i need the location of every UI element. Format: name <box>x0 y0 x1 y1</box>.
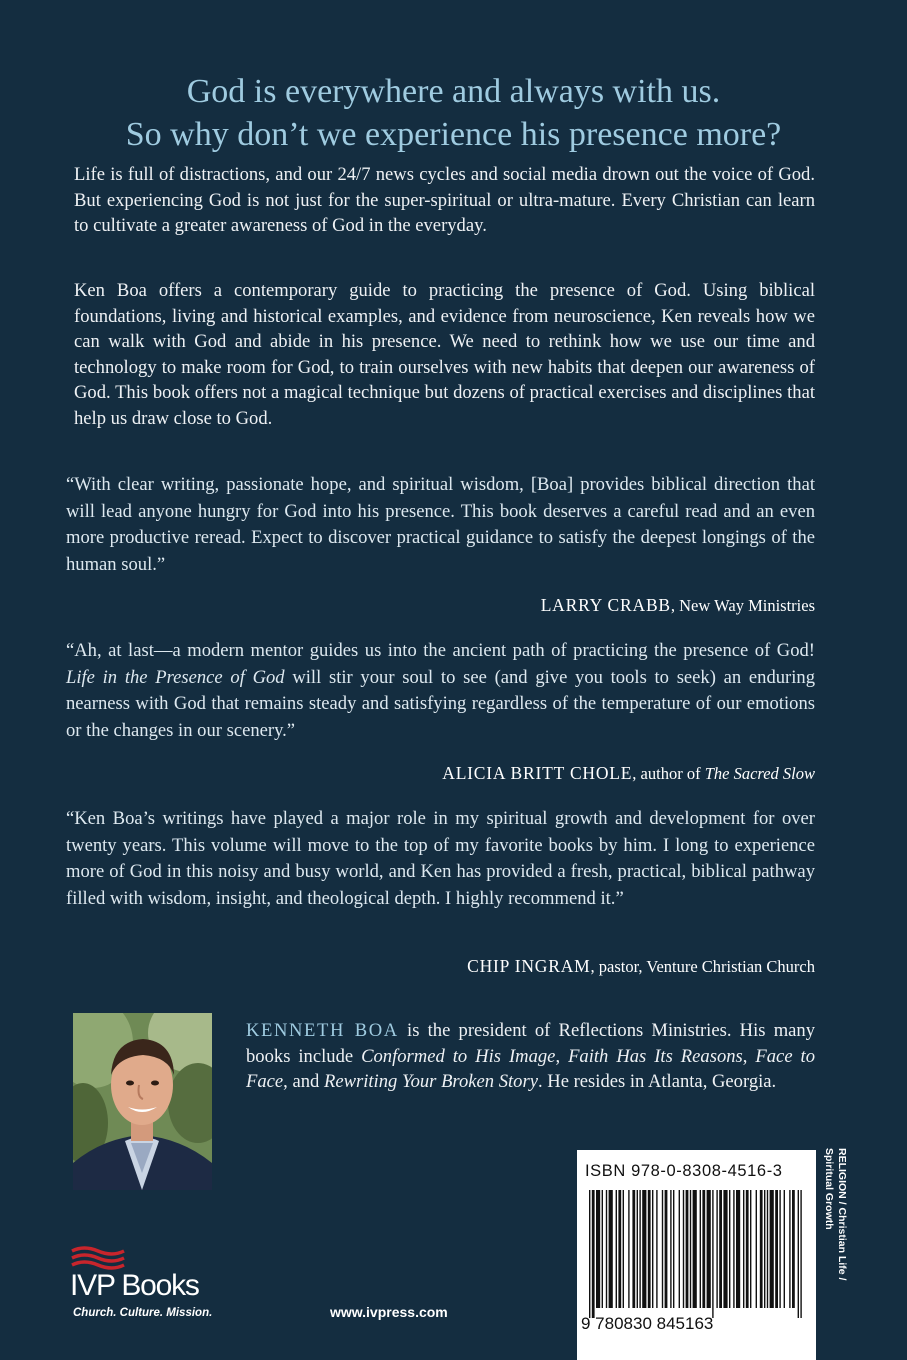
barcode-bar <box>616 1190 617 1308</box>
endorsement-1 <box>66 472 815 578</box>
barcode-bar <box>733 1190 734 1308</box>
description-paragraph-1: Life is full of distractions, and our 24/7 news cycles and social media drown out the voice of God. But experiencing God is not just for the super-spiritual or ultra-mature. Every Christian can learn to cultivate a greater awareness of God in the everyday. <box>74 164 815 237</box>
headline <box>60 70 847 156</box>
bio-book-3: Face to Face <box>246 1045 815 1093</box>
barcode-bar <box>683 1190 684 1308</box>
endorsement-1-text: “With clear writing, passionate hope, and spiritual wisdom, [Boa] provides biblical direction that will lead anyone hungry for God into his presence. This book deserves a careful read and an even more productive reread. Expect to discover practical guidance to satisfy the deepest longings of the human soul.” <box>66 474 815 575</box>
author-photo <box>73 1013 212 1190</box>
bio-text-3: , <box>742 1045 756 1067</box>
barcode-bar <box>779 1190 780 1308</box>
barcode-bar <box>800 1190 801 1318</box>
endorsement-2 <box>66 638 815 744</box>
endorsement-1-attribution <box>541 594 815 617</box>
endorsement-2-attribution <box>442 762 815 785</box>
barcode-bar <box>623 1190 624 1308</box>
bio-text-1: is the president of Reflections Ministries. His many books include <box>246 1020 816 1067</box>
bio-book-1: Conformed to His Image <box>361 1045 556 1067</box>
barcode-bar <box>770 1190 774 1308</box>
bio-text-5: . He resides in Atlanta, Georgia. <box>537 1071 777 1093</box>
barcode-box <box>577 1150 816 1360</box>
endorsement-3 <box>66 806 815 912</box>
barcode-bar <box>743 1190 744 1308</box>
barcode-bar <box>596 1190 600 1308</box>
barcode-bar <box>665 1190 668 1308</box>
publisher-tagline: Church. Culture. Mission. <box>73 1307 213 1319</box>
barcode-bar <box>679 1190 680 1308</box>
author-name: KENNETH BOA <box>246 1020 399 1041</box>
barcode-bar <box>712 1190 713 1318</box>
barcode-bar <box>764 1190 765 1308</box>
bio-book-2: Faith Has Its Reasons <box>568 1045 743 1067</box>
barcode-bar <box>789 1190 790 1308</box>
barcode-bar <box>690 1190 691 1308</box>
barcode-bar <box>686 1190 689 1308</box>
endorsement-3-affiliation: , pastor, Venture Christian Church <box>590 957 815 976</box>
barcode-bar <box>670 1190 671 1308</box>
barcode-bar <box>606 1190 607 1308</box>
barcode-bar <box>592 1190 595 1318</box>
barcode-bar <box>656 1190 657 1308</box>
barcode-bar <box>729 1190 730 1308</box>
bio-book-4: Rewriting Your Broken Story <box>323 1071 538 1093</box>
endorsement-2-text <box>66 638 815 744</box>
barcode-bar <box>775 1190 778 1308</box>
endorsement-2-text-a: “Ah, at last—a modern mentor guides us into the ancient path of practicing the presence of God! <box>66 640 815 661</box>
endorsement-2-affiliation: , author of <box>632 764 705 783</box>
publisher-logo <box>70 1245 230 1325</box>
category-line-2: Spiritual Growth <box>823 1148 835 1230</box>
barcode-bar <box>723 1190 727 1308</box>
publisher-name: IVP Books <box>70 1269 199 1302</box>
barcode-bar <box>784 1190 785 1308</box>
barcode-bar <box>693 1190 697 1308</box>
barcode-bar <box>750 1190 751 1308</box>
barcode-bar <box>628 1190 629 1308</box>
barcode-bar <box>798 1190 799 1318</box>
barcode-bar <box>639 1190 640 1308</box>
barcode-bar <box>736 1190 740 1308</box>
barcode-bar <box>792 1190 795 1308</box>
barcode-bar <box>602 1190 603 1308</box>
barcode-bar <box>702 1190 705 1308</box>
category-line-1: RELIGION / Christian Life / <box>836 1148 848 1281</box>
barcode-bar <box>767 1190 768 1308</box>
barcode-bar <box>673 1190 674 1308</box>
endorsement-3-text: “Ken Boa’s writings have played a major role in my spiritual growth and development for over twenty years. This volume will move to the top of my favorite books by him. I long to experience more of God in this noisy and busy world, and Ken has provided a fresh, practical, biblical pathway filled with wisdom, insight, and theological depth. I highly recommend it.” <box>66 808 815 909</box>
barcode-bar <box>637 1190 638 1308</box>
barcode-bar <box>700 1190 701 1308</box>
isbn-text: ISBN 978-0-8308-4516-3 <box>585 1162 783 1180</box>
endorsement-1-name: LARRY CRABB <box>540 595 671 615</box>
barcode-bar <box>746 1190 749 1308</box>
barcode-bars <box>589 1190 805 1318</box>
barcode-bar <box>719 1190 722 1308</box>
endorsement-2-book-title: Life in the Presence of God <box>66 666 285 688</box>
headline-line-2: So why don’t we experience his presence more? <box>125 116 782 153</box>
barcode-bar <box>609 1190 613 1308</box>
barcode-bar <box>756 1190 757 1308</box>
bio-text-2: , <box>555 1045 569 1067</box>
barcode-bar <box>707 1190 711 1308</box>
author-bio <box>246 1018 815 1095</box>
headline-line-1: God is everywhere and always with us. <box>186 73 721 110</box>
endorsement-2-text-b: will stir your soul to see (and give you tools to seek) an enduring nearness with God that remains steady and satisfying regardless of the temperature of our emotions or the changes in our scenery.” <box>66 666 815 741</box>
website-url: www.ivpress.com <box>330 1304 448 1320</box>
endorsement-3-attribution <box>467 955 815 978</box>
endorsement-2-affiliation-title: The Sacred Slow <box>704 764 815 783</box>
barcode-bar <box>642 1190 646 1308</box>
barcode-bar <box>648 1190 651 1308</box>
barcode-bar <box>716 1190 717 1308</box>
barcode-bar <box>760 1190 763 1308</box>
barcode-digits: 9 780830 845163 <box>581 1314 714 1333</box>
barcode-bar <box>618 1190 621 1308</box>
barcode-bar <box>662 1190 663 1308</box>
endorsement-3-name: CHIP INGRAM <box>467 956 591 976</box>
barcode-bar <box>632 1190 635 1308</box>
endorsement-1-affiliation: , New Way Ministries <box>670 596 815 615</box>
flag-icon <box>70 1245 130 1271</box>
bio-text-4: , and <box>283 1071 324 1093</box>
category-label <box>822 1148 848 1280</box>
barcode-bar <box>589 1190 590 1318</box>
barcode-bar <box>652 1190 653 1308</box>
description-paragraph-2: Ken Boa offers a contemporary guide to practicing the presence of God. Using biblical foundations, living and historical examples, and evidence from neuroscience, Ken reveals how we can walk with God and abide in his presence. We need to rethink how we use our time and technology to make room for God, to train ourselves with new habits that deepen our awareness of God. This book offers not a magical technique but dozens of practical exercises and disciplines that help us draw close to God. <box>74 280 815 429</box>
endorsement-2-name: ALICIA BRITT CHOLE <box>442 763 633 783</box>
